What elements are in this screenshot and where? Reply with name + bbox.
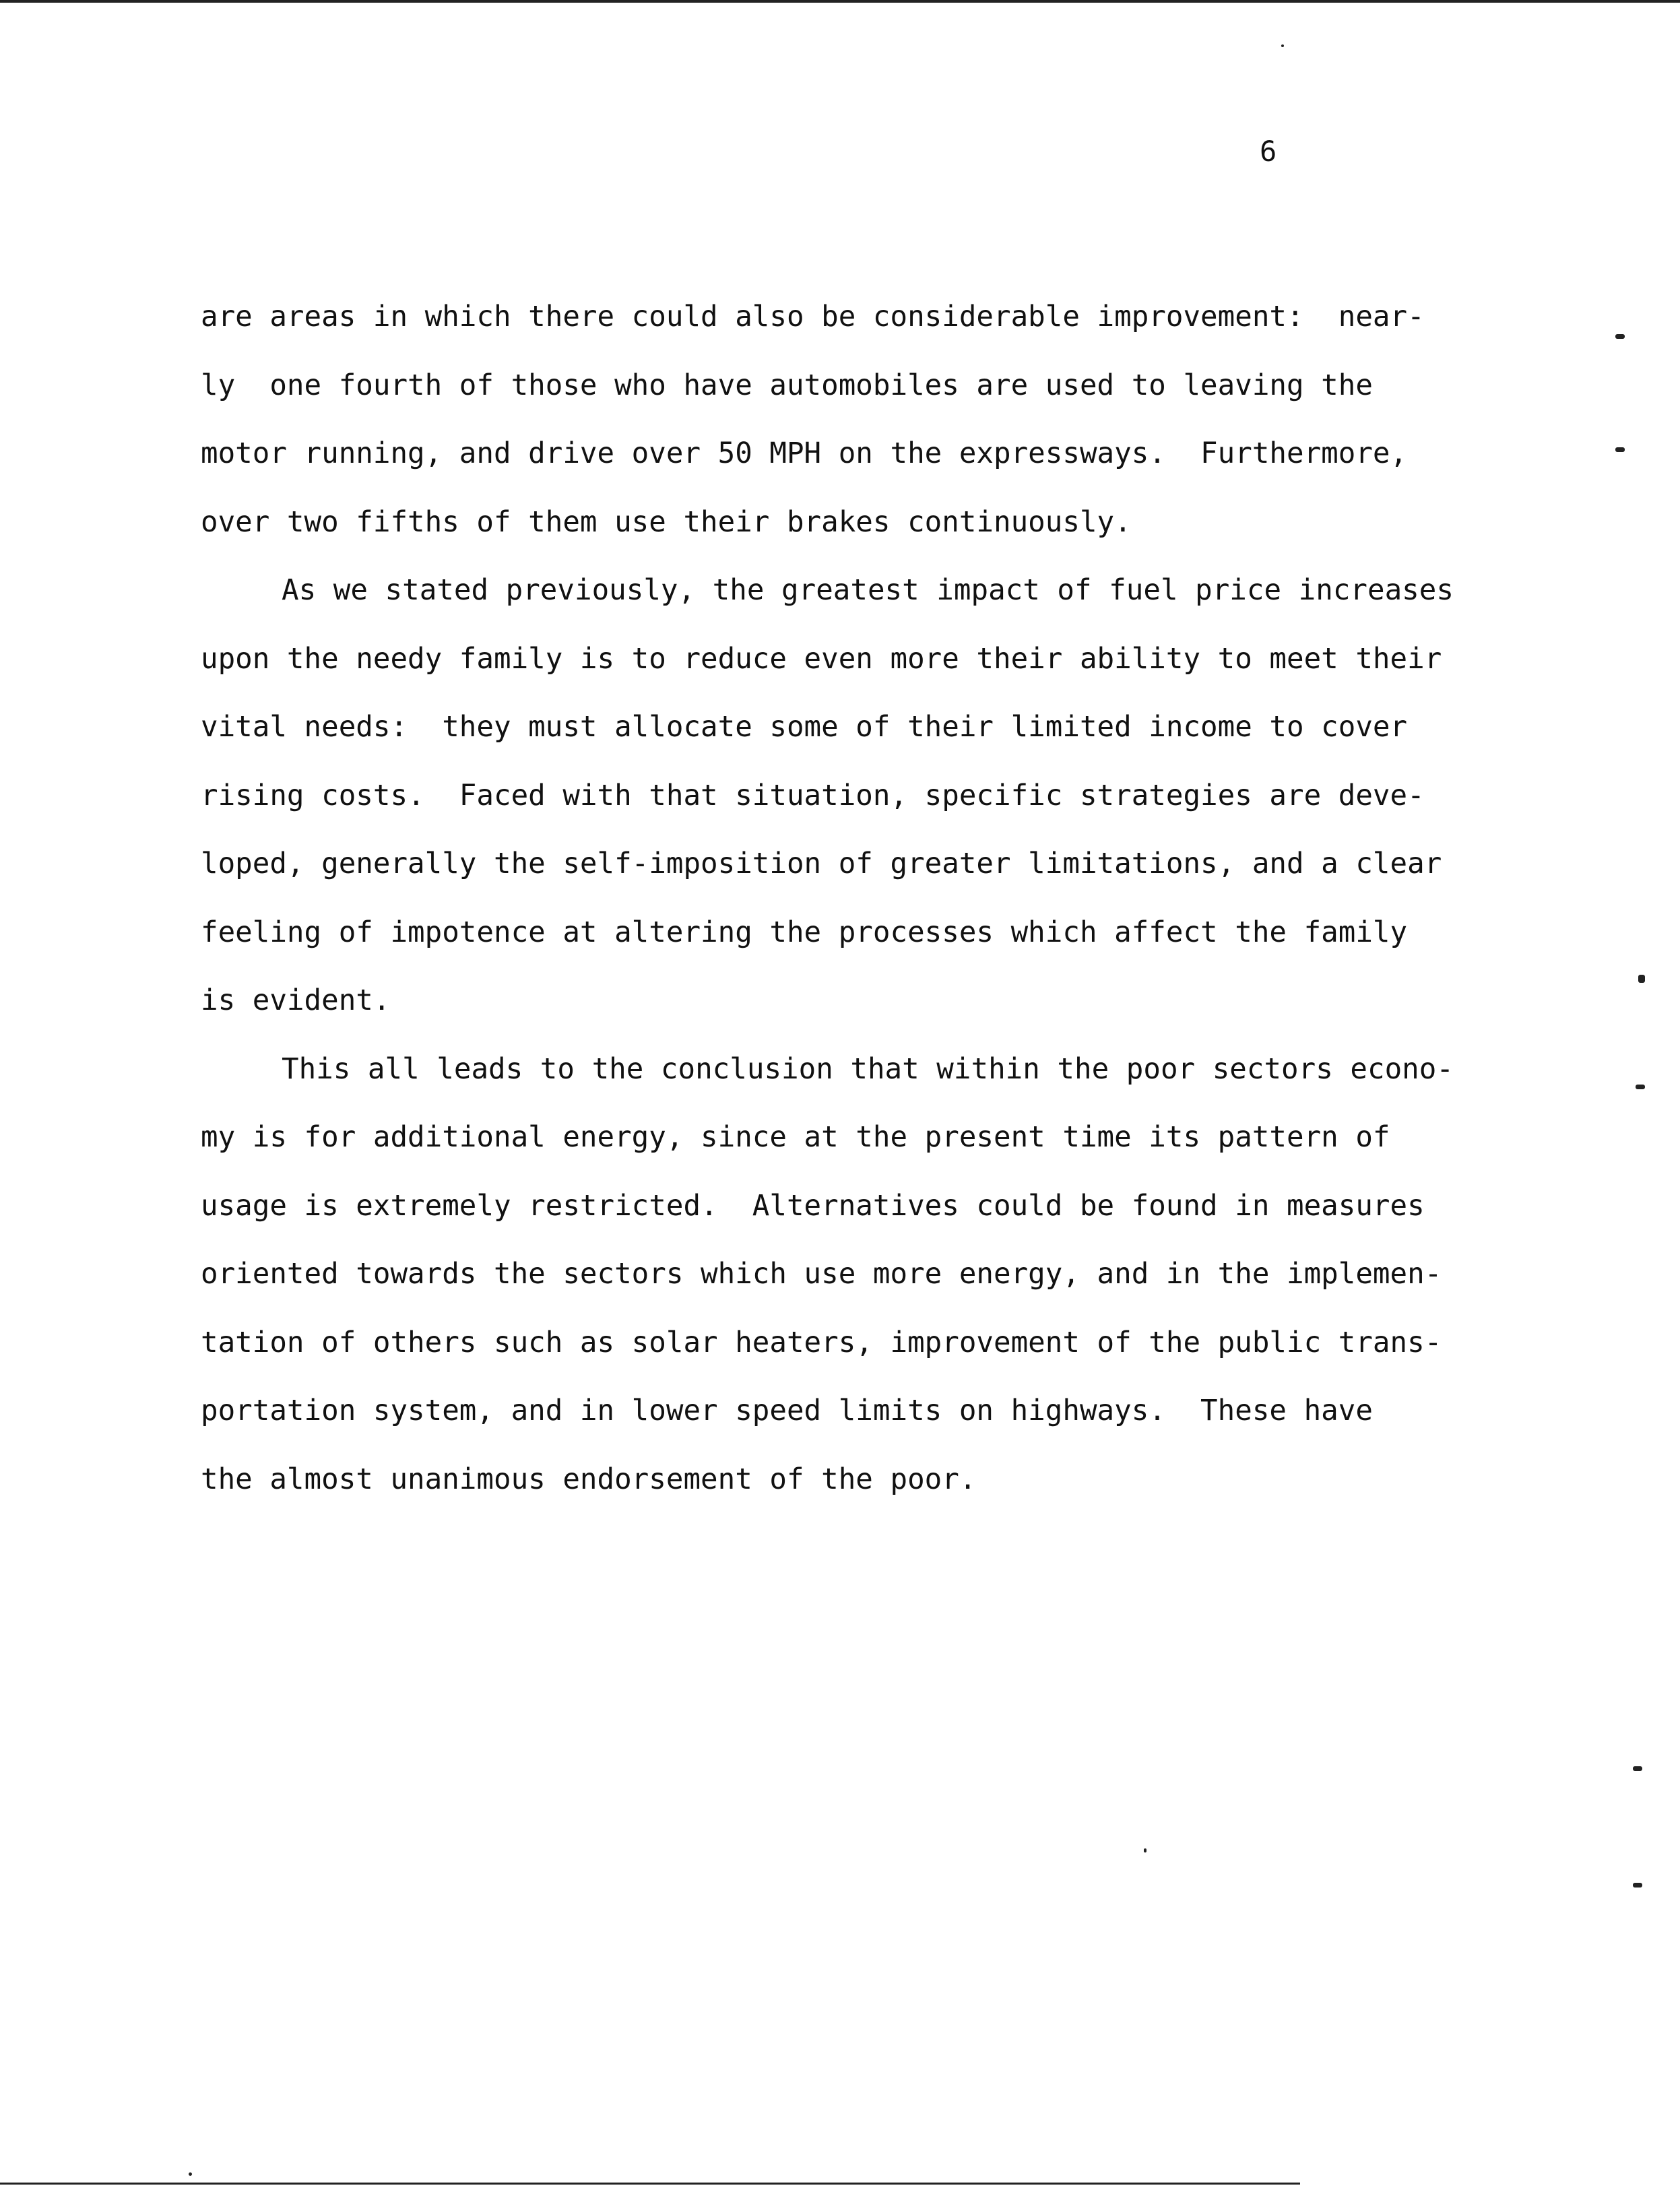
scan-speck: [1638, 975, 1645, 983]
text-line: vital needs: they must allocate some of their limited income to cover: [201, 711, 1408, 744]
text-line: tation of others such as solar heaters, improvement of the public trans-: [201, 1326, 1442, 1359]
scan-speck: [1615, 334, 1625, 339]
scan-speck: [1633, 1766, 1642, 1771]
text-line: This all leads to the conclusion that within the poor sectors econo-: [282, 1052, 1454, 1086]
scan-speck: [1633, 1883, 1642, 1888]
scan-speck: [1615, 447, 1625, 452]
scan-speck: [1281, 44, 1284, 47]
text-line: the almost unanimous endorsement of the poor.: [201, 1462, 977, 1496]
text-line: are areas in which there could also be considerable improvement: near-: [201, 300, 1425, 333]
scan-speck: [1636, 1085, 1645, 1089]
text-line: ly one fourth of those who have automobiles are used to leaving the: [201, 368, 1373, 402]
bottom-edge-line: [0, 2183, 1300, 2185]
text-line: loped, generally the self-imposition of greater limitations, and a clear: [201, 847, 1442, 880]
text-line: motor running, and drive over 50 MPH on the expressways. Furthermore,: [201, 437, 1408, 470]
text-line: feeling of impotence at altering the processes which affect the family: [201, 915, 1408, 949]
page-number: 6: [1260, 135, 1277, 168]
top-edge-line: [0, 0, 1680, 3]
text-line: is evident.: [201, 984, 391, 1017]
text-line: rising costs. Faced with that situation, specific strategies are deve-: [201, 779, 1425, 812]
paragraph-1: [201, 283, 1467, 556]
scan-speck: [189, 2172, 192, 2176]
scan-speck: [1144, 1848, 1146, 1852]
text-line: As we stated previously, the greatest impact of fuel price increases: [282, 574, 1454, 607]
text-line: my is for additional energy, since at the present time its pattern of: [201, 1121, 1390, 1154]
body-text: [201, 283, 1467, 1514]
text-line: portation system, and in lower speed limits on highways. These have: [201, 1394, 1373, 1427]
paragraph-2: [201, 556, 1467, 1035]
text-line: upon the needy family is to reduce even more their ability to meet their: [201, 642, 1442, 676]
paragraph-3: [201, 1035, 1467, 1514]
text-line: oriented towards the sectors which use more energy, and in the implemen-: [201, 1258, 1442, 1291]
text-line: over two fifths of them use their brakes continuously.: [201, 505, 1132, 539]
text-line: usage is extremely restricted. Alternatives could be found in measures: [201, 1189, 1425, 1223]
